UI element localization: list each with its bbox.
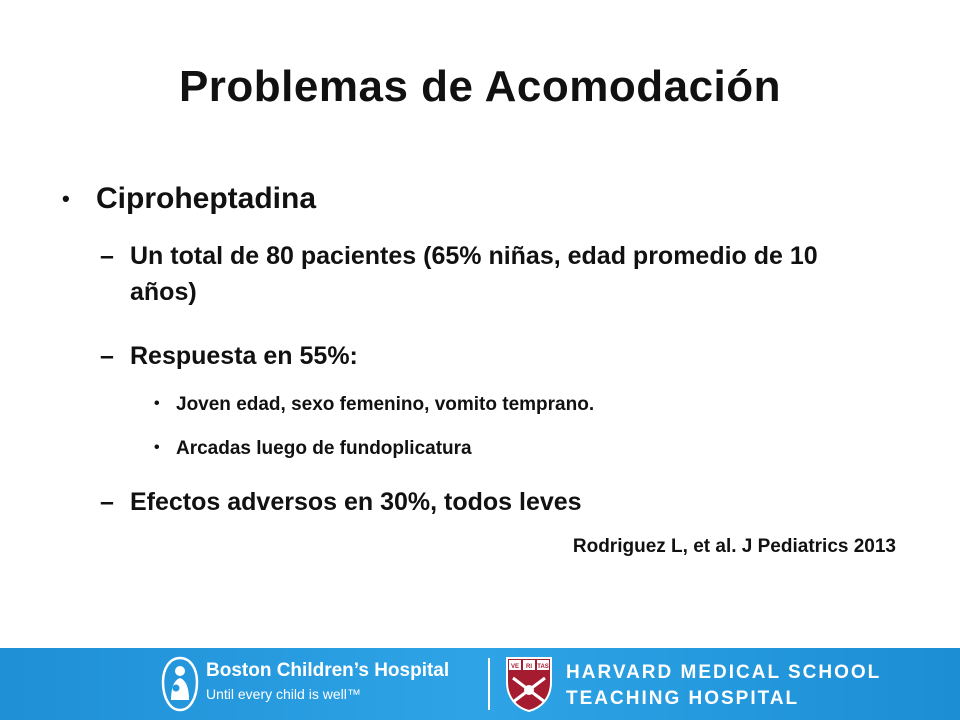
- subbullet-text: Respuesta en 55%:: [130, 342, 358, 370]
- subbullet-text: Efectos adversos en 30%, todos leves: [130, 488, 582, 516]
- footer-banner: [0, 648, 960, 720]
- shield-text: TAS: [537, 664, 549, 670]
- bullet-icon: •: [154, 439, 160, 456]
- dash-icon: –: [100, 342, 114, 370]
- harvard-shield-icon: [505, 656, 553, 712]
- hms-name: HARVARD MEDICAL SCHOOL: [566, 662, 882, 683]
- bch-tagline: Until every child is well™: [206, 686, 361, 702]
- dash-icon: –: [100, 488, 114, 516]
- footer-divider: [488, 658, 490, 710]
- bullet-icon: •: [154, 395, 160, 412]
- dash-icon: –: [100, 242, 114, 270]
- boston-childrens-hospital-logo-icon: [160, 656, 200, 712]
- citation: Rodriguez L, et al. J Pediatrics 2013: [572, 536, 896, 557]
- hms-subtitle: TEACHING HOSPITAL: [566, 688, 800, 709]
- sub-subbullet-text: Arcadas luego de fundoplicatura: [176, 438, 472, 459]
- shield-text: RI: [526, 664, 532, 670]
- bullet-icon: •: [62, 186, 70, 211]
- subbullet-text: Un total de 80 pacientes (65% niñas, edad promedio de 10 años): [130, 242, 818, 306]
- sub-subbullet-text: Joven edad, sexo femenino, vomito temprano.: [176, 394, 595, 415]
- bullet-text: Ciproheptadina: [96, 182, 317, 215]
- shield-text: VE: [510, 664, 520, 670]
- slide-title: Problemas de Acomodación: [178, 62, 782, 111]
- bch-name: Boston Children’s Hospital: [206, 660, 450, 681]
